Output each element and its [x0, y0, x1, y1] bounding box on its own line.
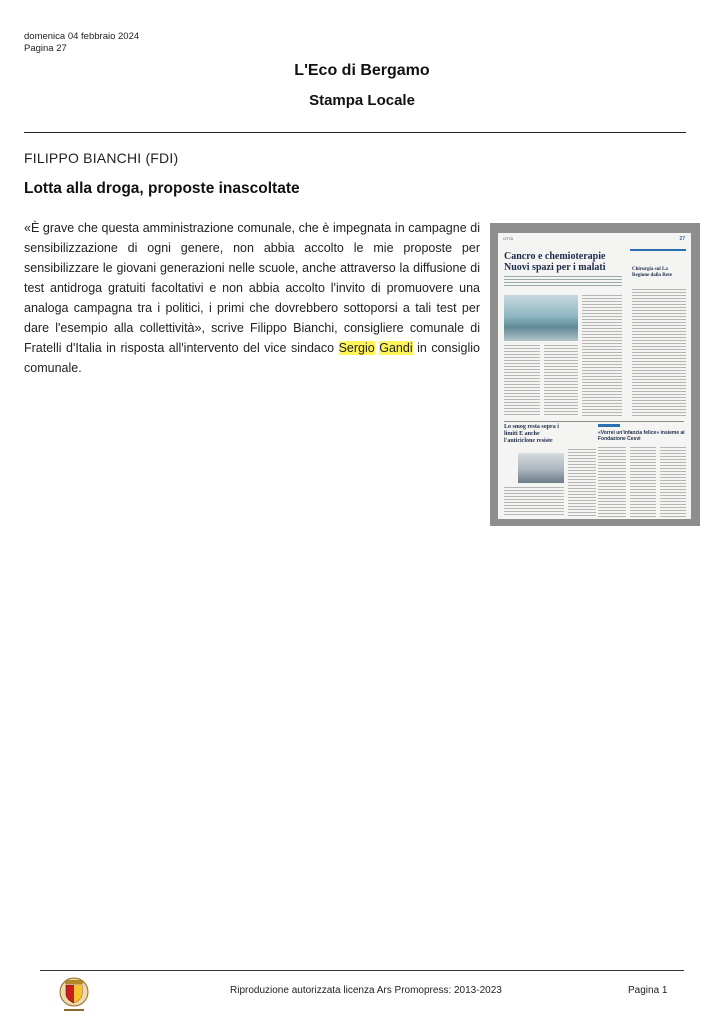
header-divider: [24, 132, 686, 133]
thumbnail-photo: [504, 295, 578, 341]
newspaper-page-image: [498, 233, 691, 519]
thumbnail-main-title: Cancro e chemioterapie Nuovi spazi per i malati: [504, 251, 606, 273]
source-page: Pagina 27: [24, 43, 67, 54]
thumbnail-text-column: [504, 487, 564, 517]
thumbnail-text-column: [632, 289, 686, 417]
thumbnail-photo-2: [518, 453, 564, 483]
license-notice: Riproduzione autorizzata licenza Ars Promopress: 2013-2023: [230, 985, 502, 996]
publication-name: L'Eco di Bergamo: [294, 62, 430, 79]
thumbnail-accent-bar: [630, 249, 686, 251]
thumbnail-lower-title: Lo smog resta sopra i limiti E anche l'anticiclone resiste: [504, 424, 559, 444]
footer-divider: [40, 970, 684, 971]
highlighted-name-first: Sergio: [338, 341, 375, 355]
footer-page-number: Pagina 1: [628, 985, 668, 996]
thumbnail-text-column: [598, 447, 626, 517]
highlighted-name-last: Gandi: [379, 341, 413, 355]
issue-date: domenica 04 febbraio 2024: [24, 31, 140, 42]
thumbnail-text-column: [582, 295, 622, 417]
page-thumbnail[interactable]: [490, 223, 700, 526]
thumbnail-side-title: Chirurgia sul La Regione dalla Rete: [632, 267, 672, 278]
thumbnail-text-column: [660, 447, 686, 517]
article-body-end: in consiglio comunale.: [24, 341, 480, 375]
article-body-text: «È grave che questa amministrazione comunale, che è impegnata in campagne di sensibilizzazione di ogni genere, non abbia accolto le mie proposte per sensibilizzare le giovani generazioni nelle scuole, anche attraverso la diffusione di test antidroga gratuiti facoltativi e non abbia accolto l'invito di promuovere una analoga campagna tra i politici, i primi che dovrebbero sottoporsi a tali test per dare l'esempio alla collettività», scrive Filippo Bianchi, consigliere comunale di Fratelli d'Italia in risposta all'intervento del vice sindaco: [24, 221, 480, 355]
thumbnail-page-number: 27: [679, 236, 685, 242]
thumbnail-text-column: [568, 449, 596, 517]
article-title: Lotta alla droga, proposte inascoltate: [24, 180, 300, 197]
publication-type: Stampa Locale: [309, 92, 415, 109]
thumbnail-subtitle-lines: [504, 276, 622, 286]
thumbnail-text-column: [630, 447, 656, 517]
thumbnail-header: CITTÀ: [503, 237, 514, 241]
thumbnail-text-column: [544, 345, 578, 417]
article-body: [24, 218, 480, 378]
document-meta: [24, 31, 139, 55]
thumbnail-divider: [504, 421, 684, 422]
article-author: FILIPPO BIANCHI (FDI): [24, 150, 179, 166]
thumbnail-text-column: [504, 345, 540, 417]
thumbnail-accent-tag: [598, 424, 620, 427]
city-seal-icon: [56, 975, 92, 1015]
thumbnail-lower-right-title: «Vorrei un'infanzia felice» insieme ai Fondazione Cesvi: [598, 430, 685, 442]
